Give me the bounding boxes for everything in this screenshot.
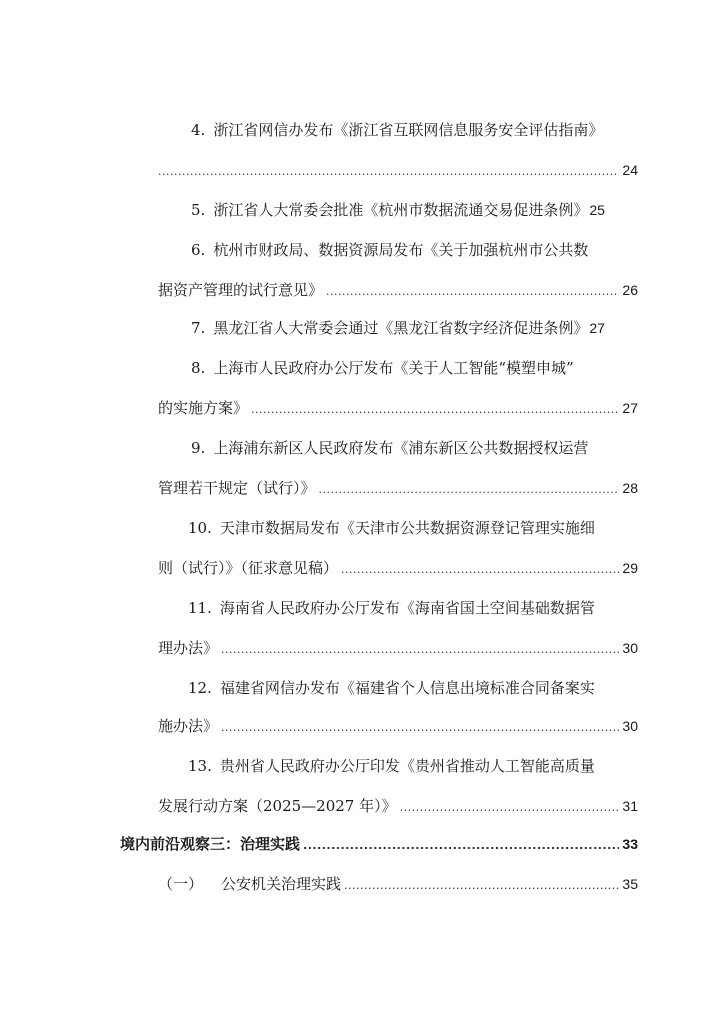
toc-entry-9-line1[interactable] [191, 436, 588, 460]
toc-entry-number: 5. [191, 201, 206, 219]
toc-entry-title: 海南省人民政府办公厅发布《海南省国土空间基础数据管 [219, 599, 595, 617]
toc-entry-title: 杭州市财政局、数据资源局发布《关于加强杭州市公共数 [213, 241, 589, 259]
toc-entry-6-line1[interactable] [191, 238, 588, 262]
toc-entry-number: 8. [191, 359, 206, 377]
toc-entry-12-line1[interactable] [188, 676, 595, 700]
subsection-label: （一） [158, 875, 204, 893]
toc-entry-title: 黑龙江省人大常委会通过《黑龙江省数字经济促进条例》 [213, 319, 589, 337]
toc-entry-9-line2[interactable] [158, 476, 638, 500]
toc-entry-number: 7. [191, 319, 206, 337]
leader-dots [326, 280, 619, 304]
toc-page-number: 35 [622, 876, 638, 892]
toc-entry-title-cont: 理办法》 [158, 639, 219, 657]
leader-dots [251, 398, 619, 422]
toc-entry-4-line1[interactable] [191, 118, 603, 142]
toc-entry-number: 6. [191, 241, 206, 259]
toc-entry-7[interactable] [191, 316, 605, 340]
toc-page-number: 26 [622, 282, 638, 298]
toc-entry-10-line1[interactable] [188, 516, 595, 540]
subsection-title: 公安机关治理实践 [221, 875, 342, 893]
toc-entry-title-cont: 管理若干规定（试行）》 [158, 479, 316, 497]
toc-entry-11-line2[interactable] [158, 636, 638, 660]
toc-entry-number: 10. [188, 519, 212, 537]
leader-dots [221, 638, 619, 662]
leader-dots [158, 160, 619, 184]
toc-entry-6-line2[interactable] [158, 278, 638, 302]
leader-dots [319, 478, 620, 502]
toc-page-number: 25 [589, 202, 605, 218]
toc-entry-title: 浙江省网信办发布《浙江省互联网信息服务安全评估指南》 [213, 121, 604, 139]
toc-entry-number: 4. [191, 121, 206, 139]
toc-page-number: 29 [622, 560, 638, 576]
toc-section-heading[interactable] [120, 832, 638, 856]
toc-entry-title: 福建省网信办发布《福建省个人信息出境标准合同备案实 [219, 679, 595, 697]
toc-entry-title-cont: 发展行动方案（2025—2027 年）》 [158, 797, 397, 815]
toc-entry-title: 浙江省人大常委会批准《杭州市数据流通交易促进条例》 [213, 201, 589, 219]
toc-entry-13-line1[interactable] [188, 754, 595, 778]
toc-page-number: 27 [622, 400, 638, 416]
toc-page-number: 28 [622, 480, 638, 496]
leader-dots [400, 796, 620, 820]
toc-entry-number: 9. [191, 439, 206, 457]
toc-entry-title-cont: 施办法》 [158, 717, 219, 735]
leader-dots [344, 874, 619, 898]
toc-entry-8-line2[interactable] [158, 396, 638, 420]
toc-entry-8-line1[interactable] [191, 356, 574, 380]
toc-entry-number: 11. [188, 599, 212, 617]
toc-entry-11-line1[interactable] [188, 596, 595, 620]
toc-page-number: 31 [622, 798, 638, 814]
toc-entry-title: 贵州省人民政府办公厅印发《贵州省推动人工智能高质量 [219, 757, 595, 775]
leader-dots [221, 716, 619, 740]
toc-entry-12-line2[interactable] [158, 714, 638, 738]
toc-entry-title-cont: 据资产管理的试行意见》 [158, 281, 324, 299]
toc-entry-number: 12. [188, 679, 212, 697]
toc-subsection[interactable] [158, 872, 638, 896]
leader-dots [341, 558, 619, 582]
toc-page-number: 30 [622, 718, 638, 734]
toc-entry-title: 上海市人民政府办公厅发布《关于人工智能“模塑申城” [213, 359, 574, 377]
toc-page-number: 24 [622, 162, 638, 178]
leader-dots [303, 834, 619, 858]
toc-entry-13-line2[interactable] [158, 794, 638, 818]
toc-entry-10-line2[interactable] [158, 556, 638, 580]
toc-page-number: 33 [622, 836, 638, 852]
toc-page-number: 27 [589, 320, 605, 336]
toc-entry-title: 上海浦东新区人民政府发布《浦东新区公共数据授权运营 [213, 439, 589, 457]
toc-entry-title: 天津市数据局发布《天津市公共数据资源登记管理实施细 [219, 519, 595, 537]
toc-entry-title-cont: 则（试行）》（征求意见稿） [158, 559, 339, 577]
toc-entry-number: 13. [188, 757, 212, 775]
toc-entry-5[interactable] [191, 198, 605, 222]
toc-entry-4-line2[interactable] [158, 158, 638, 182]
toc-page-number: 30 [622, 640, 638, 656]
section-title: 境内前沿观察三：治理实践 [120, 835, 301, 853]
toc-entry-title-cont: 的实施方案》 [158, 399, 249, 417]
